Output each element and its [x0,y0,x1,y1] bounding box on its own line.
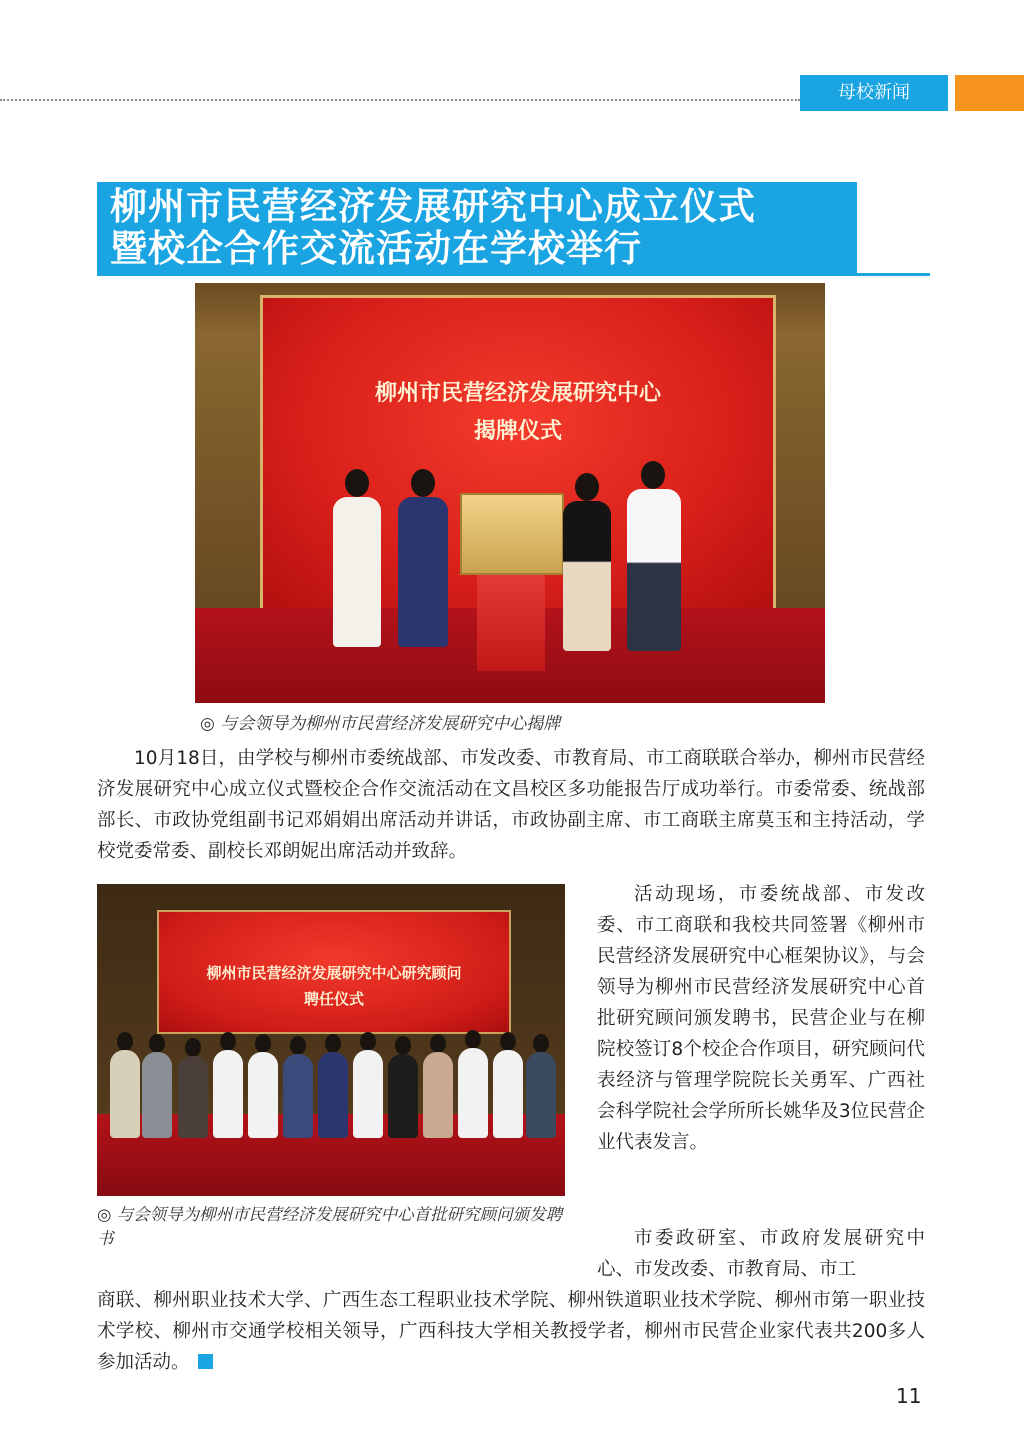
group-person [458,1048,488,1138]
person-head [345,469,369,497]
person-4 [627,489,681,651]
group-person [110,1050,140,1138]
person-head [185,1038,201,1057]
photo-unveiling-ceremony [195,283,825,703]
group-person [388,1054,418,1138]
screen-title-line-2: 聘任仪式 [303,990,364,1008]
person-head [465,1030,481,1049]
person-head [575,473,599,501]
title-line-2: 暨校企合作交流活动在学校举行 [110,227,642,270]
end-mark-icon [198,1354,213,1369]
group-person [248,1052,278,1138]
person-2 [398,497,448,647]
paragraph-3-rest: 商联、柳州职业技术大学、广西生态工程职业技术学院、柳州铁道职业技术学院、柳州市第一职业技术学校、柳州市交通学校相关领导，广西科技大学相关教授学者，柳州市民营企业家代表共200多人参加活动。 [97,1290,925,1373]
photo1-caption: ◎ 与会领导为柳州市民营经济发展研究中心揭牌 [200,714,561,734]
person-head [411,469,435,497]
person-head [533,1034,549,1053]
person-head [641,461,665,489]
person-head [117,1032,133,1051]
title-line-1: 柳州市民营经济发展研究中心成立仪式 [110,185,756,228]
photo-advisor-appointment [97,884,565,1196]
group-person [318,1052,348,1138]
group-person [423,1052,453,1138]
group-person [353,1050,383,1138]
group-person [142,1052,172,1138]
person-head [220,1032,236,1051]
article-title [110,186,850,270]
screen-title-line-1: 柳州市民营经济发展研究中心 [374,381,661,406]
paragraph-3-start: 市委政研室、市政府发展研究中心、市发改委、市教育局、市工 [597,1228,925,1280]
plaque-stand [477,571,545,671]
header-dotted-rule [0,99,800,101]
page-number: 11 [896,1384,922,1408]
screen-title-line-2: 揭牌仪式 [473,419,562,444]
section-label: 母校新闻 [800,75,948,111]
person-head [395,1036,411,1055]
person-head [290,1036,306,1055]
person-head [149,1034,165,1053]
brass-plaque [460,493,564,575]
paragraph-3 [97,1223,925,1378]
paragraph-2 [597,879,925,1158]
person-3 [563,501,611,651]
group-person [283,1054,313,1138]
person-head [325,1034,341,1053]
group-person [493,1050,523,1138]
stage-screen [157,910,511,1034]
person-head [255,1034,271,1053]
photo2-caption: ◎ 与会领导为柳州市民营经济发展研究中心首批研究顾问颁发聘书 [97,1205,563,1248]
person-head [430,1034,446,1053]
title-underline [857,273,930,276]
person-1 [333,497,381,647]
person-head [360,1032,376,1051]
group-person [213,1050,243,1138]
group-person [178,1056,208,1138]
screen-title-line-1: 柳州市民营经济发展研究中心研究顾问 [206,964,462,982]
person-head [500,1032,516,1051]
group-person [526,1052,556,1138]
paragraph-2-text: 活动现场，市委统战部、市发改委、市工商联和我校共同签署《柳州市民营经济发展研究中心框架协议》，与会领导为柳州市民营经济发展研究中心首批研究顾问颁发聘书，民营企业与在柳院校签订8个校企合作项目，研究顾问代表经济与管理学院院长关勇军、广西社会科学院社会学所所长姚华及3位民营企业代表发言。 [597,884,925,1153]
orange-accent-block [955,75,1024,111]
paragraph-3-continuation [97,1285,925,1378]
paragraph-1: 10月18日，由学校与柳州市委统战部、市发改委、市教育局、市工商联联合举办，柳州市民营经济发展研究中心成立仪式暨校企合作交流活动在文昌校区多功能报告厅成功举行。市委常委、统战部部长、市政协党组副书记邓娟娟出席活动并讲话，市政协副主席、市工商联主席莫玉和主持活动，学校党委常委、副校长邓朗妮出席活动并致辞。 [97,748,925,862]
